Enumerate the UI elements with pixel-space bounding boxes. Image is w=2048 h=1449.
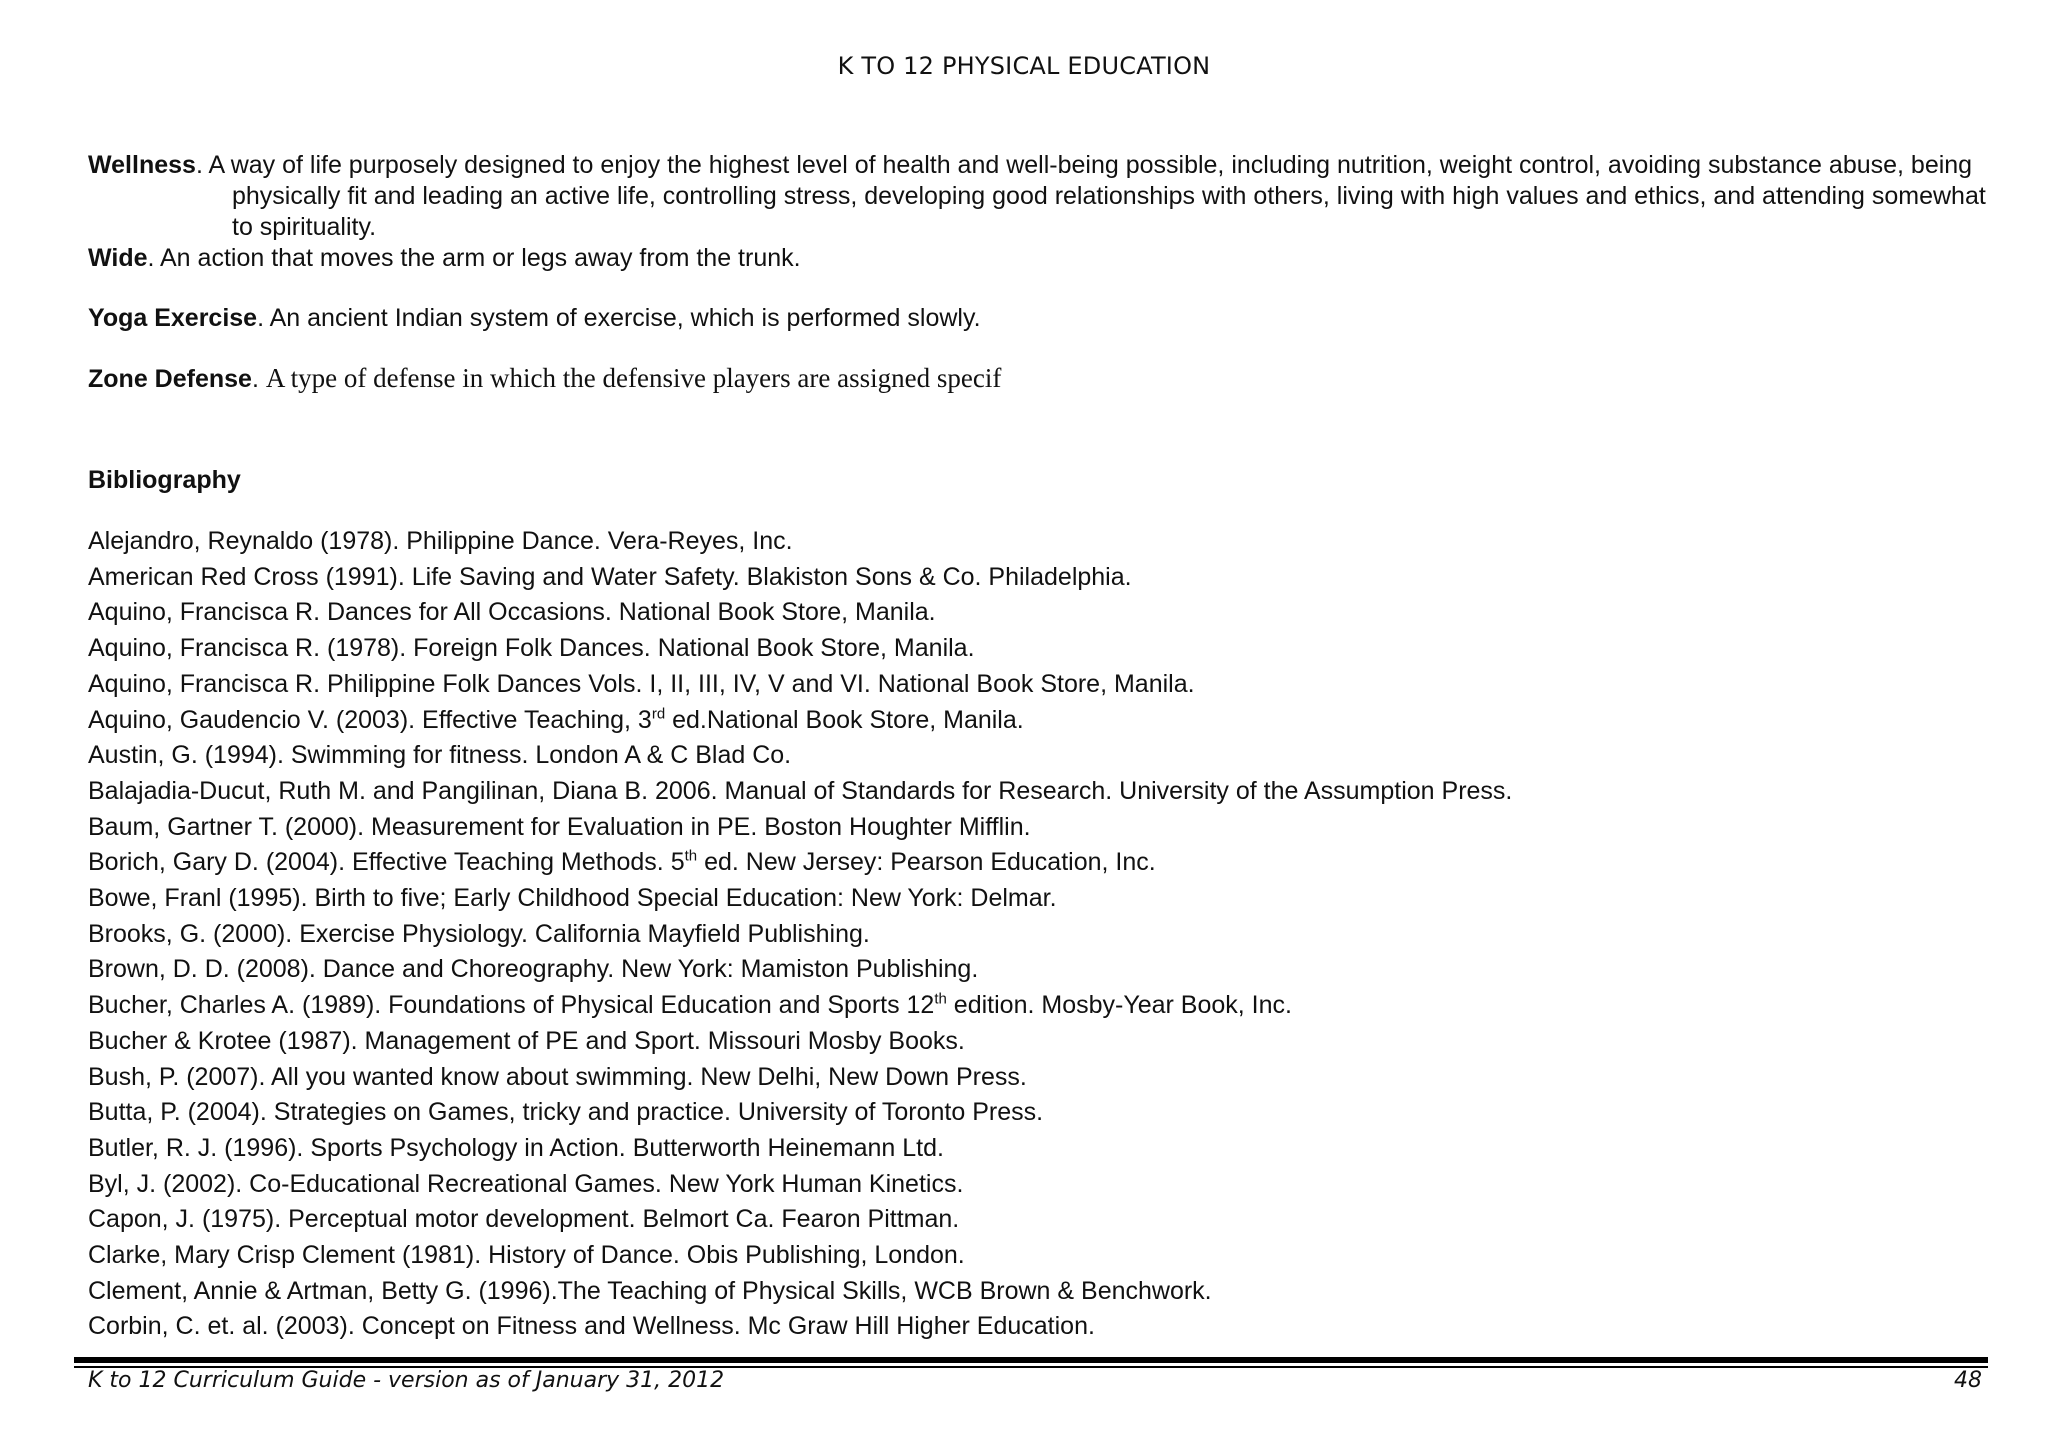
glossary-term: Wellness bbox=[88, 151, 196, 179]
bibliography-item: Alejandro, Reynaldo (1978). Philippine Dance. Vera-Reyes, Inc. bbox=[88, 527, 793, 555]
bibliography-item bbox=[88, 845, 1988, 881]
bibliography-item: Corbin, C. et. al. (2003). Concept on Fitness and Wellness. Mc Graw Hill Higher Education. bbox=[88, 1312, 1095, 1341]
bibliography-item: Bucher & Krotee (1987). Management of PE and Sport. Missouri Mosby Books. bbox=[88, 1026, 965, 1055]
bibliography-item bbox=[88, 988, 1988, 1024]
bibliography-item bbox=[88, 703, 1988, 739]
bibliography-item-text: ed.National Book Store, Manila. bbox=[665, 705, 1024, 734]
glossary-entry-wellness bbox=[88, 150, 1988, 243]
page-content bbox=[88, 150, 1988, 1345]
bibliography-item: Clarke, Mary Crisp Clement (1981). History of Dance. Obis Publishing, London. bbox=[88, 1241, 965, 1270]
ordinal-superscript: rd bbox=[651, 705, 666, 723]
bibliography-list bbox=[88, 524, 1988, 1345]
glossary-term: Yoga Exercise bbox=[88, 304, 258, 332]
bibliography-item: Byl, J. (2002). Co-Educational Recreational Games. New York Human Kinetics. bbox=[88, 1169, 964, 1198]
bibliography-item: Baum, Gartner T. (2000). Measurement for Evaluation in PE. Boston Houghter Mifflin. bbox=[88, 812, 1031, 841]
bibliography-item: Austin, G. (1994). Swimming for fitness. London A & C Blad Co. bbox=[88, 741, 792, 770]
glossary-entry-zone-defense bbox=[88, 363, 1988, 395]
footer-rule-thick bbox=[74, 1357, 1988, 1363]
footer-rule bbox=[74, 1357, 1988, 1368]
bibliography-item-text: ed. New Jersey: Pearson Education, Inc. bbox=[697, 848, 1156, 877]
bibliography-item: Balajadia-Ducut, Ruth M. and Pangilinan, Diana B. 2006. Manual of Standards for Research. University of the Assumption Press. bbox=[88, 776, 1513, 805]
ordinal-superscript: th bbox=[934, 990, 947, 1008]
bibliography-item-text: Aquino, Gaudencio V. (2003). Effective Teaching, 3 bbox=[88, 705, 652, 734]
bibliography-item: Capon, J. (1975). Perceptual motor development. Belmort Ca. Fearon Pittman. bbox=[88, 1205, 960, 1234]
glossary-definition: . bbox=[251, 365, 266, 393]
ordinal-superscript: th bbox=[684, 848, 698, 865]
bibliography-item: Brooks, G. (2000). Exercise Physiology. California Mayfield Publishing. bbox=[88, 919, 870, 948]
bibliography-item: Butler, R. J. (1996). Sports Psychology in Action. Butterworth Heinemann Ltd. bbox=[88, 1133, 944, 1162]
bibliography-item-text: edition. Mosby-Year Book, Inc. bbox=[946, 991, 1292, 1020]
bibliography-item: Bush, P. (2007). All you wanted know about swimming. New Delhi, New Down Press. bbox=[88, 1062, 1027, 1091]
glossary-definition: . A way of life purposely designed to enjoy the highest level of health and well-being possible, including nutrition, weight control, avoiding substance abuse, being physically fit and leading an active life, controlling stress, developing good relationships with others, living with high values and ethics, and attending somewhat to spirituality. bbox=[195, 151, 1986, 241]
bibliography-item-text: Borich, Gary D. (2004). Effective Teaching Methods. 5 bbox=[88, 848, 685, 877]
bibliography-item-text: Bucher, Charles A. (1989). Foundations of Physical Education and Sports 12 bbox=[88, 991, 935, 1020]
glossary-entry-wide bbox=[88, 243, 1988, 274]
page-number: 48 bbox=[1954, 1368, 1982, 1393]
bibliography-heading: Bibliography bbox=[88, 466, 241, 494]
bibliography-item: Aquino, Francisca R. Philippine Folk Dances Vols. I, II, III, IV, V and VI. National Book Store, Manila. bbox=[88, 669, 1195, 698]
footer-version-text: K to 12 Curriculum Guide - version as of January 31, 2012 bbox=[88, 1368, 725, 1393]
bibliography-item: Aquino, Francisca R. (1978). Foreign Folk Dances. National Book Store, Manila. bbox=[88, 634, 975, 663]
bibliography-item: American Red Cross (1991). Life Saving and Water Safety. Blakiston Sons & Co. Philadelphia. bbox=[88, 562, 1132, 591]
glossary-definition: . An action that moves the arm or legs away from the trunk. bbox=[147, 244, 801, 272]
glossary-definition-tail: A type of defense in which the defensive players are assigned specif bbox=[265, 363, 1002, 393]
glossary-term: Zone Defense bbox=[88, 365, 252, 393]
bibliography-item: Aquino, Francisca R. Dances for All Occasions. National Book Store, Manila. bbox=[88, 598, 936, 627]
bibliography-item: Bowe, Franl (1995). Birth to five; Early Childhood Special Education: New York: Delmar. bbox=[88, 884, 1057, 913]
glossary-definition: . An ancient Indian system of exercise, which is performed slowly. bbox=[257, 304, 981, 332]
glossary-entry-yoga-exercise bbox=[88, 303, 1988, 334]
page-header: K TO 12 PHYSICAL EDUCATION bbox=[837, 52, 1211, 80]
bibliography-item: Butta, P. (2004). Strategies on Games, tricky and practice. University of Toronto Press. bbox=[88, 1098, 1044, 1127]
bibliography-item: Brown, D. D. (2008). Dance and Choreography. New York: Mamiston Publishing. bbox=[88, 955, 979, 984]
glossary-term: Wide bbox=[88, 244, 148, 272]
bibliography-item: Clement, Annie & Artman, Betty G. (1996).The Teaching of Physical Skills, WCB Brown & Benchwork. bbox=[88, 1276, 1212, 1305]
